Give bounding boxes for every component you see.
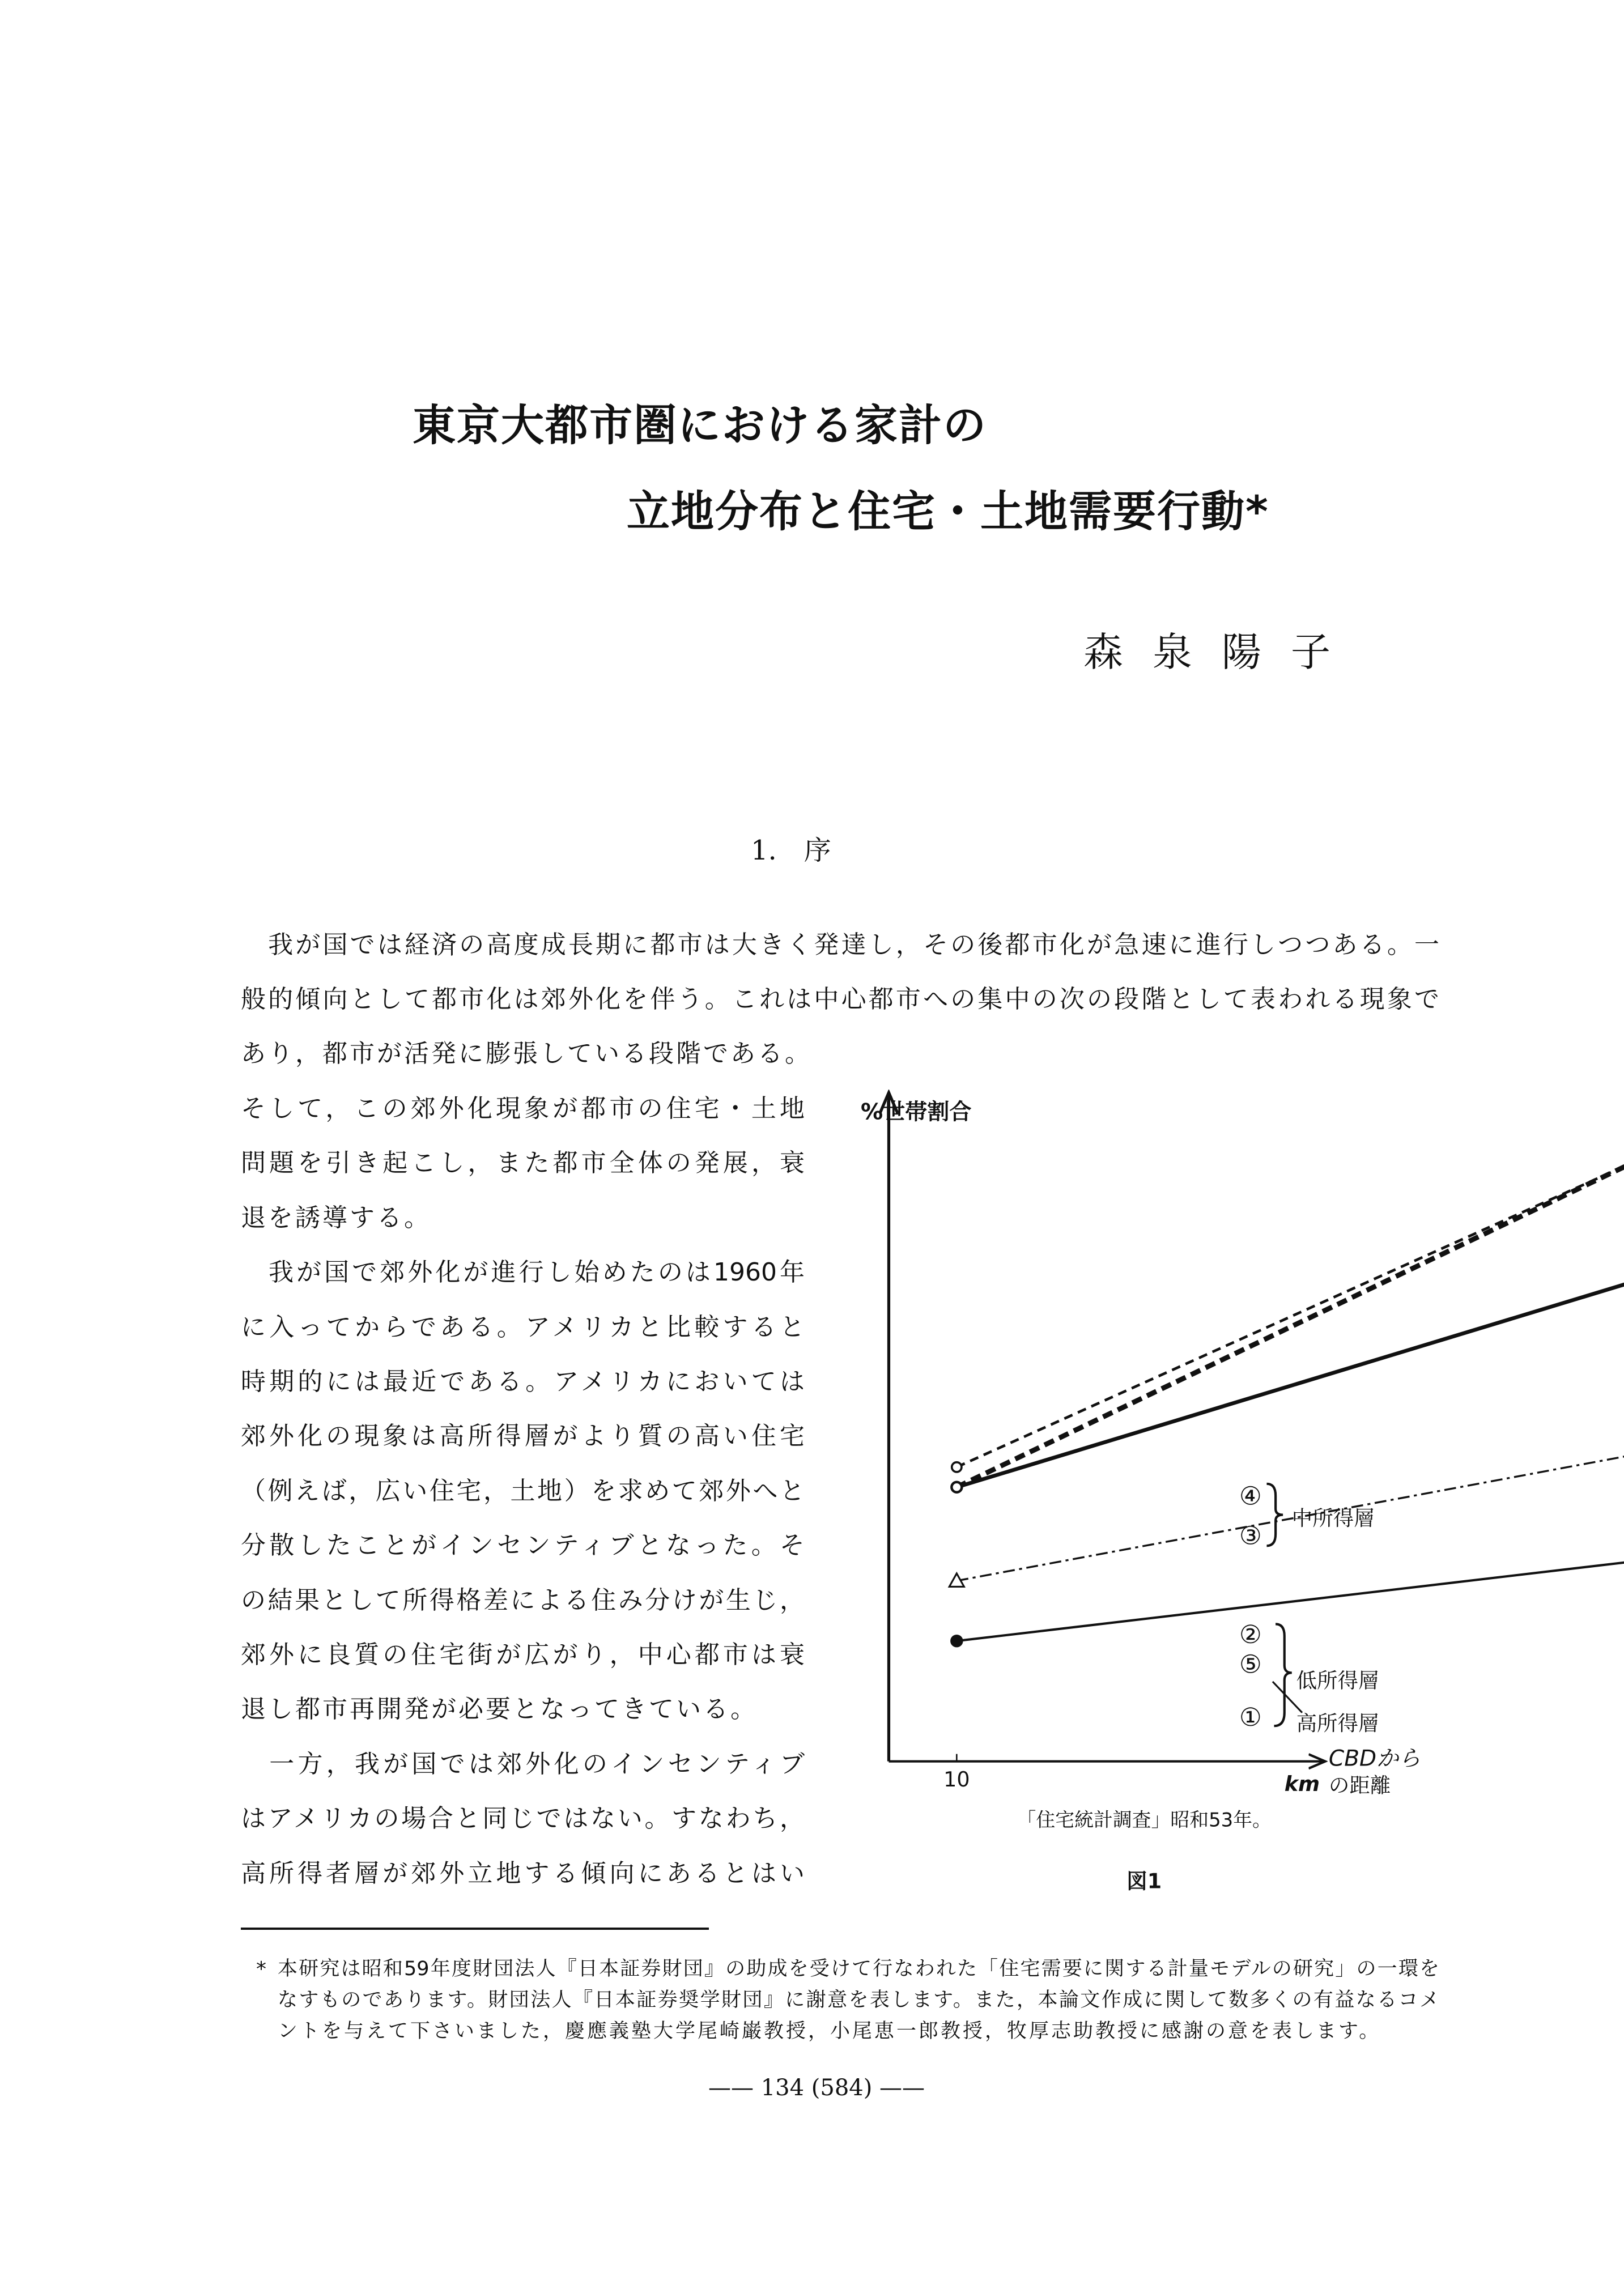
group-label-high: 高所得層 xyxy=(1296,1711,1379,1735)
series-line-3 xyxy=(956,1280,1624,1635)
figure-caption: 図1 xyxy=(1126,1869,1162,1894)
page-number: —— 134 (584) —— xyxy=(708,2075,925,2101)
text-line: 我が国で郊外化が進行し始めたのは1960年 xyxy=(241,1258,805,1287)
text-line: （例えば，広い住宅，土地）を求めて郊外へと xyxy=(241,1476,805,1505)
text-line: 郊外に良質の住宅街が広がり，中心都市は衰 xyxy=(241,1640,805,1669)
text-line: 般的傾向として都市化は郊外化を伴う。これは中心都市への集中の次の段階として表われる現象で xyxy=(241,985,1439,1014)
group-label-low: 低所得層 xyxy=(1296,1668,1379,1693)
series-label-3: ② xyxy=(1239,1620,1262,1650)
text-line: そして，この郊外化現象が都市の住宅・土地 xyxy=(241,1094,805,1123)
title-line-1: 東京大都市圏における家計の xyxy=(413,400,987,450)
text-line: 退し都市再開発が必要となってきている。 xyxy=(241,1695,758,1724)
author: 森泉陽子 xyxy=(1083,629,1360,675)
text-line: 高所得者層が郊外立地する傾向にあるとはい xyxy=(241,1858,805,1888)
series-label-5: ① xyxy=(1239,1703,1262,1733)
bracket-middle-income xyxy=(1266,1484,1283,1546)
series-label-4: ⑤ xyxy=(1239,1650,1262,1679)
data-point xyxy=(951,1636,962,1647)
text-line: の結果として所得格差による住み分けが生じ， xyxy=(241,1585,805,1615)
data-point xyxy=(952,1462,962,1472)
footnote-marker: * xyxy=(256,1958,266,1981)
text-line: 郊外化の現象は高所得層がより質の高い住宅 xyxy=(241,1422,805,1451)
text-line: 本研究は昭和59年度財団法人『日本証券財団』の助成を受けて行なわれた「住宅需要に関する計量モデルの研究」の一環を xyxy=(278,1958,1439,1980)
series-label-2: ③ xyxy=(1239,1521,1262,1551)
footnote-rule xyxy=(241,1928,709,1930)
text-line: に入ってからである。アメリカと比較すると xyxy=(241,1312,805,1342)
text-line: 我が国では経済の高度成長期に都市は大きく発達し，その後都市化が急速に進行しつつある。一 xyxy=(241,930,1439,959)
text-line: あり，都市が活発に膨張している段階である。 xyxy=(241,1039,812,1068)
x-axis-label-2: の距離 xyxy=(1328,1773,1391,1798)
series-line-1 xyxy=(956,1159,1624,1494)
series-label-1: ④ xyxy=(1239,1482,1262,1511)
text-line: ントを与えて下さいました，慶應義塾大学尾崎巌教授，小尾恵一郎教授，牧厚志助教授に感謝の意を表します。 xyxy=(278,2020,1381,2043)
title-line-2: 立地分布と住宅・土地需要行動* xyxy=(627,486,1269,537)
text-line: 問題を引き起こし，また都市全体の発展，衰 xyxy=(241,1148,805,1178)
chart-source: 「住宅統計調査」昭和53年。 xyxy=(1017,1809,1272,1831)
text-line: 一方，我が国では郊外化のインセンティブ xyxy=(241,1749,805,1779)
x-axis-label-1: CBDから xyxy=(1328,1746,1421,1772)
section-heading: 1. 序 xyxy=(751,835,831,866)
data-point xyxy=(952,1482,962,1492)
group-label-middle: 中所得層 xyxy=(1291,1505,1375,1530)
text-line: 時期的には最近である。アメリカにおいては xyxy=(241,1367,805,1396)
series-line-2 xyxy=(956,1159,1624,1541)
text-line: はアメリカの場合と同じではない。すなわち， xyxy=(241,1804,805,1833)
text-line: 退を誘導する。 xyxy=(241,1203,431,1232)
series-line-4 xyxy=(956,1454,1624,1641)
series-line-5 xyxy=(956,1561,1624,1715)
x-axis-unit: km xyxy=(1284,1771,1320,1796)
x-tick-label: 10 xyxy=(943,1767,970,1792)
text-line: なすものであります。財団法人『日本証券奨学財団』に謝意を表します。また，本論文作成に関して数多くの有益なるコメ xyxy=(278,1989,1439,2011)
text-line: 分散したことがインセンティブとなった。そ xyxy=(241,1531,805,1560)
y-axis-label: %世帯割合 xyxy=(860,1099,972,1125)
bracket-low-income xyxy=(1274,1624,1292,1726)
